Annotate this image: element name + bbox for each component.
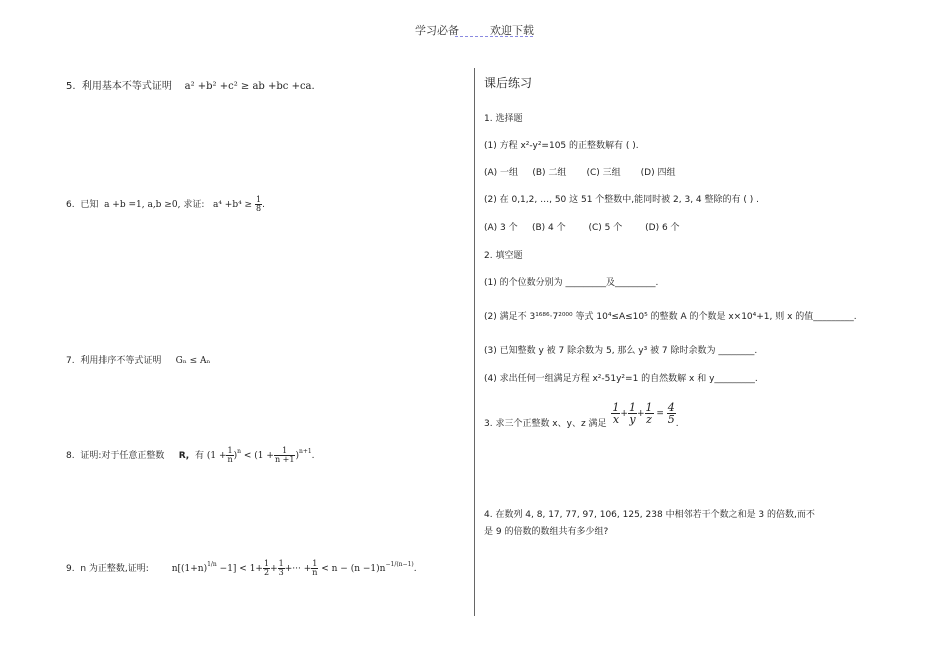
fill-question-3: (3) 已知整数 y 被 7 除余数为 5, 那么 y³ 被 7 除时余数为 ________. [484, 346, 758, 356]
choice-1-options: (A) 一组 (B) 二组 (C) 三组 (D) 四组 [484, 168, 676, 178]
header-dashed-line [455, 36, 533, 37]
choice-question-1: (1) 方程 x²-y²=105 的正整数解有 ( ). [484, 141, 639, 151]
question-8: 8. 证明:对于任意正整数 R, 有 (1 + $\frac{1}{n}$ )$^n$ < (1 + $\frac{1}{n +1}$ )$^{n+1}$. [66, 446, 315, 464]
header-left-text: 学习必备 [415, 24, 459, 37]
formula-q8: (1 + $\frac{1}{n}$ )$^n$ < (1 + $\frac{1}{n +1}$ )$^{n+1}$. [206, 446, 315, 464]
question-6: 6. 已知 a +b =1, a,b ≥0, 求证: a⁴ +b⁴ ≥ $\frac{1}{8}$ . [66, 195, 265, 213]
fill-question-4: (4) 求出任何一组满足方程 x²-51y²=1 的自然数解 x 和 y_________. [484, 374, 758, 384]
fill-question-1: (1) 的个位数分别为 _________及_________. [484, 278, 659, 288]
column-divider [474, 68, 475, 616]
question-4-line-1: 4. 在数列 4, 8, 17, 77, 97, 106, 125, 238 中相邻若干个数之和是 3 的倍数,而不 [484, 510, 815, 520]
section-title: 课后练习 [484, 76, 533, 90]
choice-2-options: (A) 3 个 (B) 4 个 (C) 5 个 (D) 6 个 [484, 223, 680, 233]
question-7: 7. 利用排序不等式证明 Gₙ ≤ Aₙ [66, 356, 211, 366]
header-right-text: 欢迎下载 [490, 24, 534, 37]
question-4-line-2: 是 9 的倍数的数组共有多少组? [484, 527, 609, 537]
fraction-one-eighth: $\frac{1}{8}$ [255, 195, 262, 213]
question-9: 9. n 为正整数,证明: $n[(1+n)^{1/n} -1] < 1+$ $\frac{1}{2}$ + $\frac{1}{3}$ +··· + $\frac{1}{n}$ < $n - (n -1)n^{-1/(n-1)}$. [66, 559, 417, 577]
section-2-title: 2. 填空题 [484, 251, 523, 261]
choice-question-2: (2) 在 0,1,2, …, 50 这 51 个整数中,能同时被 2, 3, 4 整除的有 ( ) . [484, 195, 759, 205]
fill-question-2: (2) 满足不 3¹⁶⁸⁶·7²⁰⁰⁰ 等式 10⁴≤A≤10⁵ 的整数 A 的个数是 x×10⁴+1, 则 x 的值_________. [484, 312, 857, 322]
section-1-title: 1. 选择题 [484, 114, 523, 124]
question-5: 5. 利用基本不等式证明 a² +b² +c² ≥ ab +bc +ca. [66, 81, 315, 92]
formula-q9: $n[(1+n)^{1/n} -1] < 1+$ $\frac{1}{2}$ + $\frac{1}{3}$ +··· + $\frac{1}{n}$ < $n - (n -1)n^{-1/(n-1)}$. [171, 559, 417, 577]
question-3-right: 3. 求三个正整数 x、y、z 满足 $\frac{1}{x}$ + $\frac{1}{y}$ + $\frac{1}{z}$ = $\frac{4}{5}$ . [484, 401, 679, 429]
